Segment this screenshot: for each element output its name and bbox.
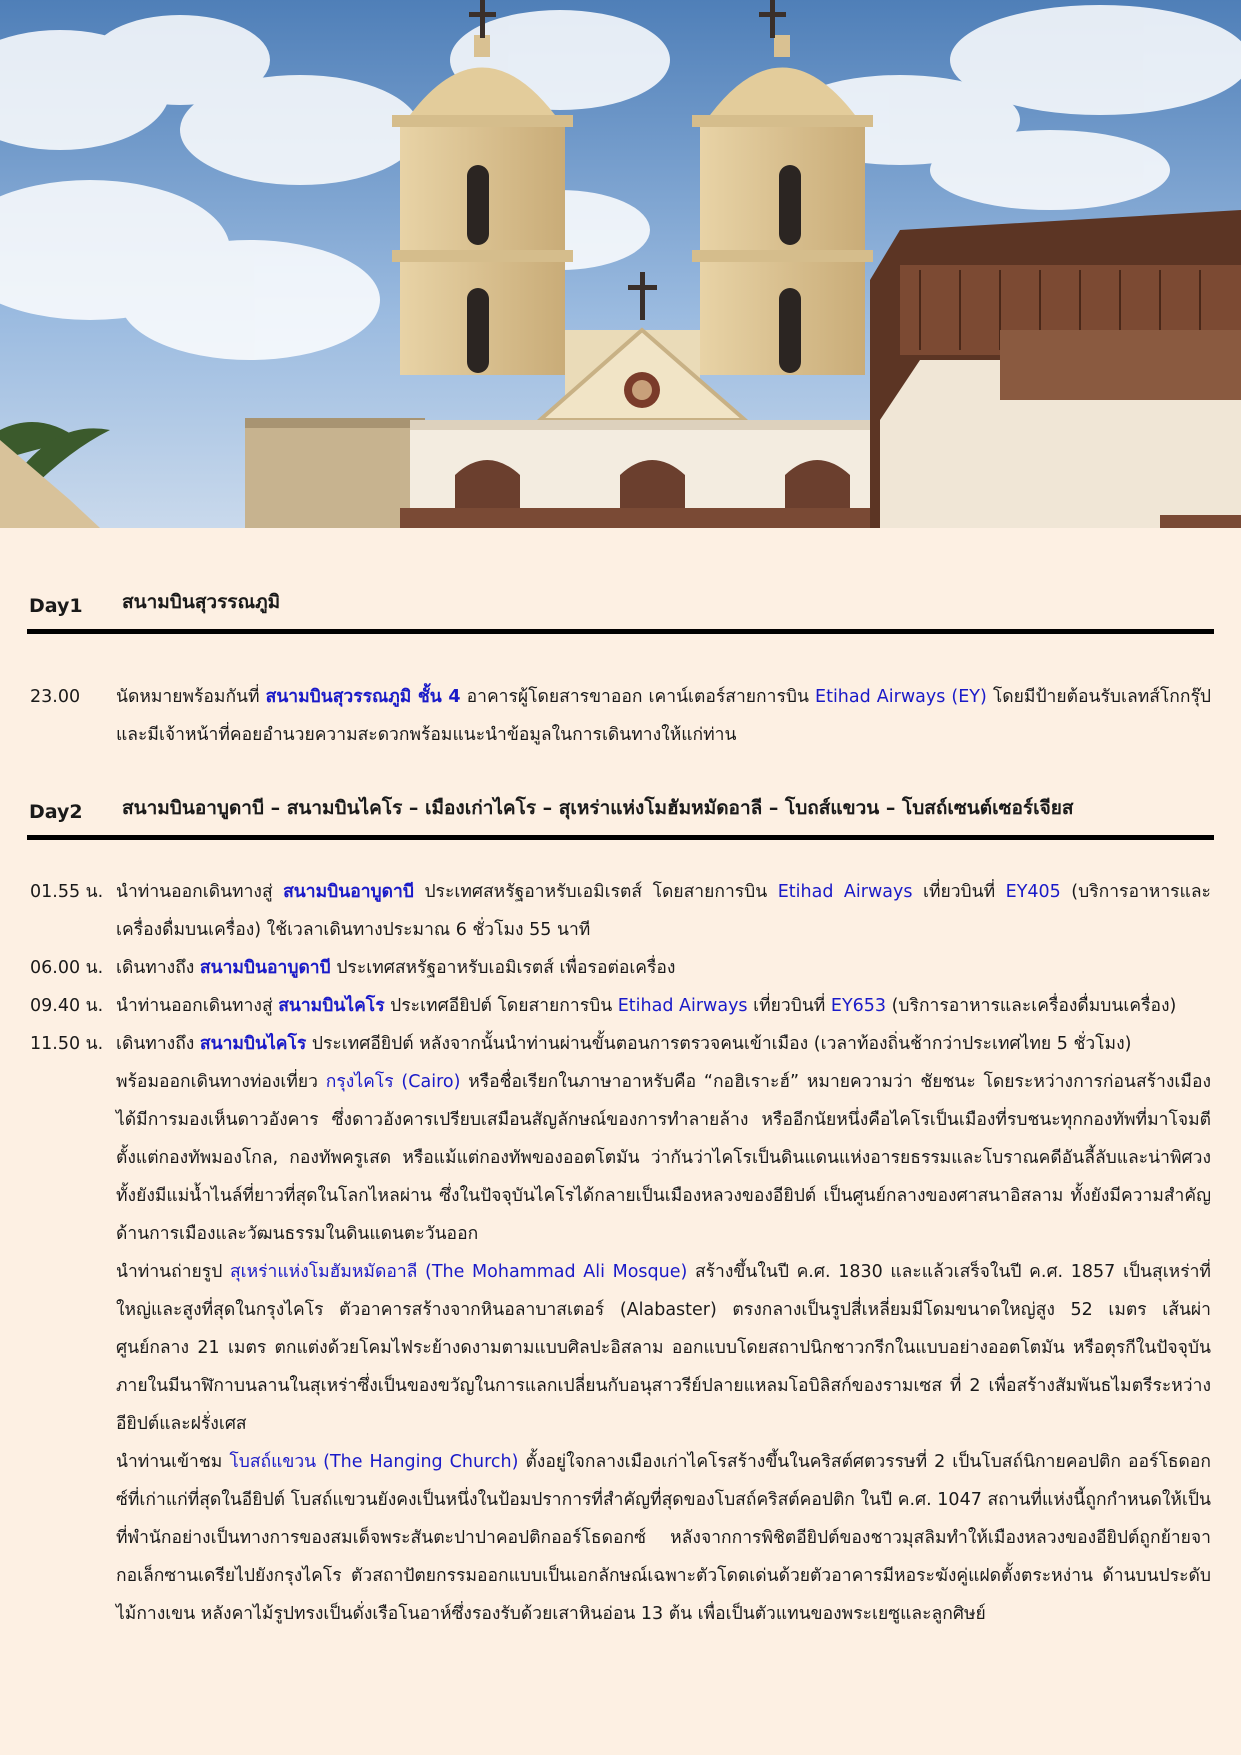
hanging-church-paragraph (0, 1443, 1241, 1633)
highlight-text: กรุงไคโร (Cairo) (325, 1072, 461, 1092)
item-text: เดินทางถึง สนามบินไคโร ประเทศอียิปต์ หลังจากนั้นนำท่านผ่านขั้นตอนการตรวจคนเข้าเมือง (เวลาท้องถิ่นช้ากว่าประเทศไทย 5 ชั่วโมง) (116, 1034, 1132, 1054)
hero-image (0, 0, 1241, 528)
item-text: เดินทางถึง สนามบินอาบูดาบี ประเทศสหรัฐอาหรับเอมิเรตส์ เพื่อรอต่อเครื่อง (116, 958, 676, 978)
day2-title: สนามบินอาบูดาบี – สนามบินไคโร – เมืองเก่าไคโร – สุเหร่าแห่งโมฮัมหมัดอาลี – โบถส์แขวน – โบสถ์เซนต์เซอร์เจียส (122, 797, 1074, 819)
highlight-text: EY653 (830, 996, 887, 1016)
day1-title: สนามบินสุวรรณภูมิ (122, 591, 281, 613)
time-label: 11.50 น. (30, 1034, 104, 1054)
day1-label: Day1 (29, 595, 83, 617)
church-photo (0, 0, 1241, 528)
day2-label: Day2 (29, 801, 83, 823)
highlight-text: Etihad Airways (EY) (815, 687, 987, 707)
cairo-paragraph (0, 1063, 1241, 1253)
highlight-text: สุเหร่าแห่งโมฮัมหมัดอาลี (The Mohammad Ali Mosque) (229, 1262, 688, 1282)
paragraph-text: นำท่านเข้าชม โบสถ์แขวน (The Hanging Church) ตั้งอยู่ใจกลางเมืองเก่าไคโรสร้างขึ้นในคริสต์ศตวรรษที่ 2 เป็นโบสถ์นิกายคอปติก ออร์โธดอกซ์ที่เก่าแก่ที่สุดในอียิปต์ โบสถ์แขวนยังคงเป็นหนึ่งในป้อมปราการที่สำคัญที่สุดของโบสถ์คริสต์คอปติก ในปี ค.ศ. 1047 สถานที่แห่งนี้ถูกกำหนดให้เป็นที่พำนักอย่างเป็นทางการของสมเด็จพระสันตะปาปาคอปติกออร์โธดอกซ์ หลังจากการพิชิตอียิปต์ของชาวมุสลิมทำให้เมืองหลวงของอียิปต์ถูกย้ายจากอเล็กซานเดรียไปยังกรุงไคโร ตัวสถาปัตยกรรมออกแบบเป็นเอกลักษณ์เฉพาะตัวโดดเด่นด้วยตัวอาคารมีหอระฆังคู่แฝดตั้งตระหง่าน ด้านบนประดับไม้กางเขน หลังคาไม้รูปทรงเป็นดั่งเรือโนอาห์ซึ่งรองรับด้วยเสาหินอ่อน 13 ต้น เพื่อเป็นตัวแทนของพระเยซูและลูกศิษย์ (116, 1452, 1211, 1624)
day2-item-0940 (0, 987, 1241, 1025)
highlight-text: Etihad Airways (617, 996, 748, 1016)
highlight-text: สนามบินไคโร (278, 996, 385, 1016)
highlight-text: สนามบินอาบูดาบี (283, 882, 414, 902)
highlight-text: EY405 (1005, 882, 1061, 902)
day2-item-0600 (0, 949, 1241, 987)
paragraph-text: พร้อมออกเดินทางท่องเที่ยว กรุงไคโร (Cairo) หรือชื่อเรียกในภาษาอาหรับคือ “กอฮิเราะฮ์” หมายความว่า ชัยชนะ โดยระหว่างการก่อนสร้างเมืองได้มีการมองเห็นดาวอังคาร ซึ่งดาวอังคารเปรียบเสมือนสัญลักษณ์ของการทำลายล้าง หรืออีกนัยหนึ่งคือไคโรเป็นเมืองที่รบชนะทุกกองทัพที่มาโจมตีตั้งแต่กองทัพมองโกล, กองทัพครูเสด หรือแม้แต่กองทัพของออตโตมัน ว่ากันว่าไคโรเป็นดินแดนแห่งอารยธรรมและโบราณคดีอันลี้ลับและน่าพิศวง ทั้งยังมีแม่น้ำไนล์ที่ยาวที่สุดในโลกไหลผ่าน ซึ่งในปัจจุบันไคโรได้กลายเป็นเมืองหลวงของอียิปต์ เป็นศูนย์กลางของศาสนาอิสลาม ทั้งยังมีความสำคัญด้านการเมืองและวัฒนธรรมในดินแดนตะวันออก (116, 1072, 1212, 1244)
day1-item-2300 (0, 678, 1241, 758)
highlight-text: สนามบินไคโร (199, 1034, 307, 1054)
paragraph-text: นำท่านถ่ายรูป สุเหร่าแห่งโมฮัมหมัดอาลี (The Mohammad Ali Mosque) สร้างขึ้นในปี ค.ศ. 1830 และแล้วเสร็จในปี ค.ศ. 1857 เป็นสุเหร่าที่ใหญ่และสูงที่สุดในกรุงไคโร ตัวอาคารสร้างจากหินอลาบาสเตอร์ (Alabaster) ตรงกลางเป็นรูปสี่เหลี่ยมมีโดมขนาดใหญ่สูง 52 เมตร เส้นผ่าศูนย์กลาง 21 เมตร ตกแต่งด้วยโคมไฟระย้างดงามตามแบบศิลปะอิสลาม ออกแบบโดยสถาปนิกชาวกรีกในแบบอย่างออตโตมัน หรือตุรกีในปัจจุบัน ภายในมีนาฬิกาบนลานในสุเหร่าซึ่งเป็นของขวัญในการแลกเปลี่ยนกับอนุสาวรีย์ปลายแหลมโอบิลิสก์ของรามเซส ที่ 2 เพื่อสร้างสัมพันธไมตรีระหว่างอียิปต์และฝรั่งเศส (116, 1262, 1211, 1434)
highlight-text: สนามบินสุวรรณภูมิ ชั้น 4 (265, 687, 461, 707)
item-text: นำท่านออกเดินทางสู่ สนามบินไคโร ประเทศอียิปต์ โดยสายการบิน Etihad Airways เที่ยวบินที่ EY653 (บริการอาหารและเครื่องดื่มบนเครื่อง) (116, 996, 1177, 1016)
highlight-text: โบสถ์แขวน (The Hanging Church) (229, 1452, 519, 1472)
day2-item-1150 (0, 1025, 1241, 1063)
highlight-text: Etihad Airways (777, 882, 913, 902)
day1-header (27, 528, 1214, 634)
mosque-paragraph (0, 1253, 1241, 1443)
day2-item-0155 (0, 873, 1241, 949)
time-label: 23.00 (30, 687, 81, 707)
time-label: 09.40 น. (30, 996, 104, 1016)
day2-header (27, 759, 1214, 840)
highlight-text: สนามบินอาบูดาบี (199, 958, 331, 978)
item-text: นำท่านออกเดินทางสู่ สนามบินอาบูดาบี ประเทศสหรัฐอาหรับเอมิเรตส์ โดยสายการบิน Etihad Airways เที่ยวบินที่ EY405 (บริการอาหารและเครื่องดื่มบนเครื่อง) ใช้เวลาเดินทางประมาณ 6 ชั่วโมง 55 นาที (116, 882, 1211, 940)
time-label: 06.00 น. (30, 958, 104, 978)
time-label: 01.55 น. (30, 882, 104, 902)
item-text: นัดหมายพร้อมกันที่ สนามบินสุวรรณภูมิ ชั้น 4 อาคารผู้โดยสารขาออก เคาน์เตอร์สายการบิน Etihad Airways (EY) โดยมีป้ายต้อนรับเลทส์โกกรุ๊ป และมีเจ้าหน้าที่คอยอำนวยความสะดวกพร้อมแนะนำข้อมูลในการเดินทางให้แก่ท่าน (116, 687, 1212, 745)
